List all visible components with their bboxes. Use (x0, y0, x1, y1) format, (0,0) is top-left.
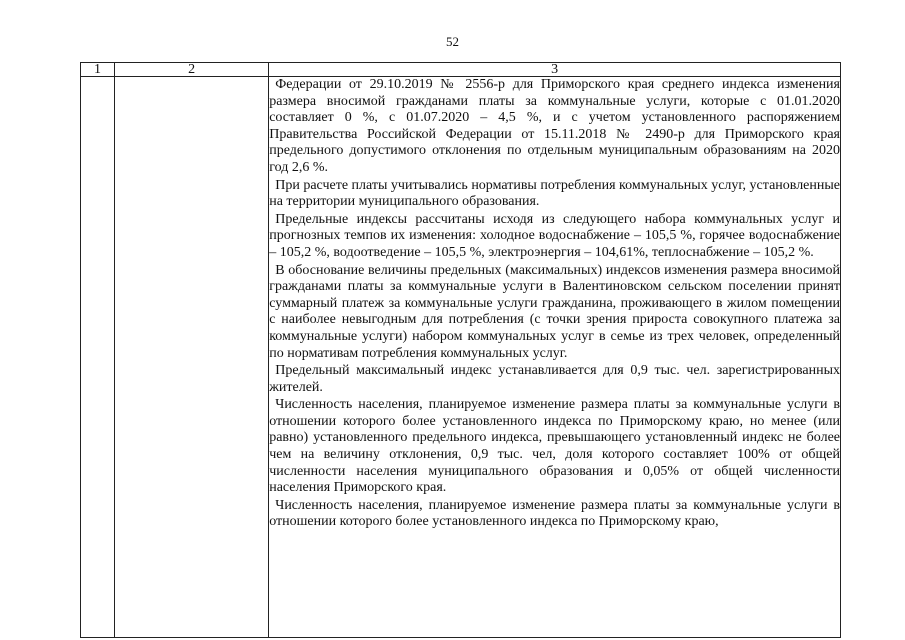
cell-column-3 (269, 77, 841, 638)
document-table (80, 62, 841, 638)
paragraph-3: Предельные индексы рассчитаны исходя из следующего набора коммунальных услуг и прогнозных темпов их изменения: холодное водоснабжение – 105,5 %, горячее водоснабжение – 105,2 %, водоотведение – 105,5 %, электроэнергия – 104,61%, теплоснабжение – 105,2 %. (269, 211, 840, 260)
table-row (81, 77, 841, 638)
paragraph-6: Численность населения, планируемое изменение размера платы за коммунальные услуги в отношении которого более установленного индекса по Приморскому краю, но менее (или равно) установленного предельного индекса, превышающего установленный индекс не более чем на величину отклонения, 0,9 тыс. чел, доля которого составляет 100% от общей численности населения муниципального образования и 0,05% от общей численности населения Приморского края. (269, 397, 840, 496)
paragraph-5: Предельный максимальный индекс устанавливается для 0,9 тыс. чел. зарегистрированных жителей. (269, 363, 840, 395)
cell-column-2 (115, 77, 269, 638)
cell-column-1 (81, 77, 115, 638)
column-header-1: 1 (81, 63, 115, 77)
column-header-3: 3 (269, 63, 841, 77)
paragraph-7: Численность населения, планируемое изменение размера платы за коммунальные услуги в отношении которого более установленного индекса по Приморскому краю, (269, 497, 840, 530)
column-header-2: 2 (115, 63, 269, 77)
paragraph-2: При расчете платы учитывались нормативы потребления коммунальных услуг, установленные на территории муниципального образования. (269, 177, 840, 210)
paragraph-4: В обоснование величины предельных (максимальных) индексов изменения размера вносимой гражданами платы за коммунальные услуги в Валентиновском сельском поселении принят суммарный платеж за коммунальные услуги гражданина, проживающего в жилом помещении с наиболее невыгодным для потребления (с точки зрения прироста совокупного платежа за коммунальные услуги) набором коммунальных услуг в семье из трех человек, определенный по нормативам потребления коммунальных услуг. (269, 262, 840, 361)
page-number: 52 (446, 34, 459, 49)
table-header-row (81, 63, 841, 77)
paragraph-1: Федерации от 29.10.2019 № 2556-р для Приморского края среднего индекса изменения размера вносимой гражданами платы за коммунальные услуги, которые с 01.01.2020 составляет 0 %, с 01.07.2020 – 4,5 %, и с учетом установленного распоряжением Правительства Российской Федерации от 15.11.2018 № 2490-р для Приморского края предельного допустимого отклонения по отдельным муниципальным образованиям на 2020 год 2,6 %. (269, 77, 840, 175)
